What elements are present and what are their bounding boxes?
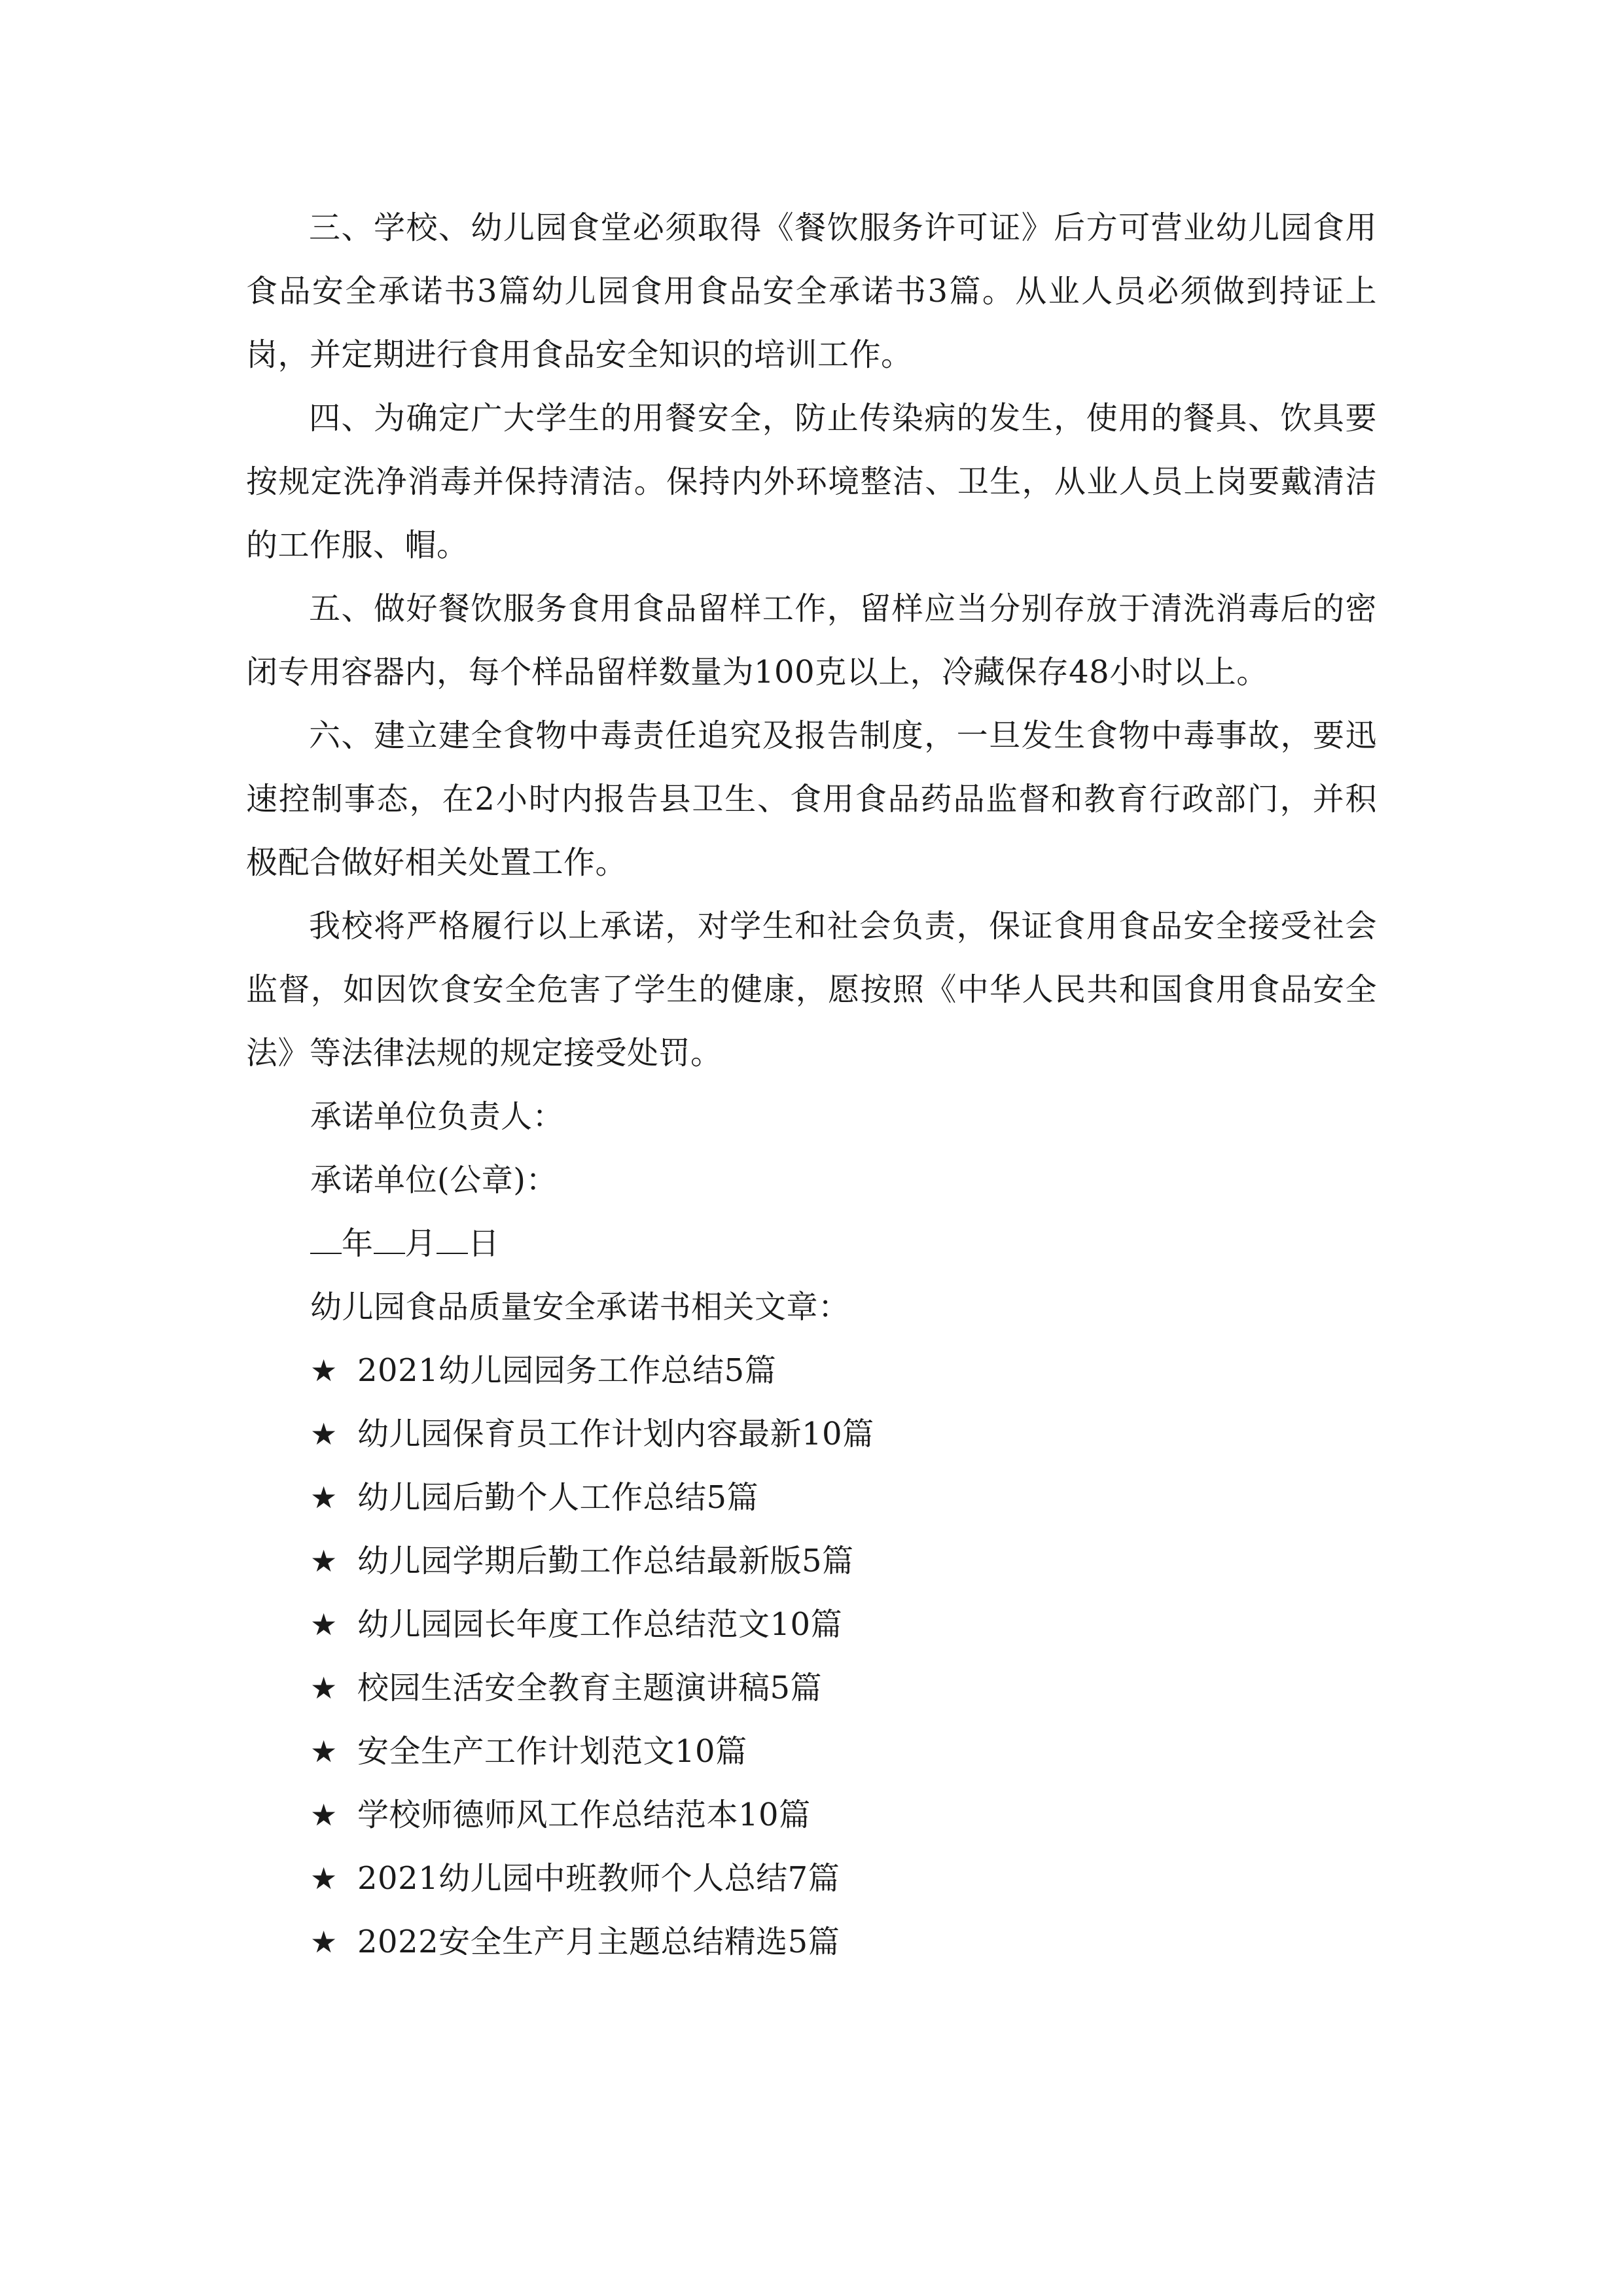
related-article-link[interactable] — [246, 1530, 1377, 1593]
related-article-link[interactable] — [246, 1466, 1377, 1530]
month-blank — [374, 1227, 405, 1254]
related-article-link[interactable] — [246, 1339, 1377, 1403]
related-article-title: 2021幼儿园中班教师个人总结7篇 — [357, 1860, 840, 1897]
related-article-title: 2022安全生产月主题总结精选5篇 — [357, 1924, 840, 1960]
star-icon: ★ — [310, 1353, 338, 1388]
day-label: 日 — [468, 1225, 500, 1262]
paragraph-3: 三、学校、幼儿园食堂必须取得《餐饮服务许可证》后方可营业幼儿园食用食品安全承诺书3篇幼儿园食用食品安全承诺书3篇。从业人员必须做到持证上岗，并定期进行食用食品安全知识的培训工作。 — [246, 209, 1377, 373]
related-articles-list — [246, 1339, 1377, 1974]
date-line — [246, 1212, 1377, 1276]
related-article-link[interactable] — [246, 1657, 1377, 1720]
related-article-title: 幼儿园学期后勤工作总结最新版5篇 — [357, 1543, 854, 1579]
year-label: 年 — [342, 1225, 374, 1262]
paragraph-commitment: 我校将严格履行以上承诺，对学生和社会负责，保证食用食品安全接受社会监督，如因饮食安全危害了学生的健康，愿按照《中华人民共和国食用食品安全法》等法律法规的规定接受处罚。 — [246, 908, 1377, 1071]
year-blank — [310, 1227, 342, 1254]
related-article-link[interactable] — [246, 1847, 1377, 1910]
document-page — [246, 196, 1377, 1974]
related-article-link[interactable] — [246, 1593, 1377, 1657]
star-icon: ★ — [310, 1861, 338, 1896]
star-icon: ★ — [310, 1543, 338, 1579]
star-icon: ★ — [310, 1416, 338, 1452]
paragraph-4: 四、为确定广大学生的用餐安全，防止传染病的发生，使用的餐具、饮具要按规定洗净消毒并保持清洁。保持内外环境整洁、卫生，从业人员上岗要戴清洁的工作服、帽。 — [246, 400, 1377, 564]
related-article-link[interactable] — [246, 1784, 1377, 1847]
day-blank — [437, 1227, 468, 1254]
related-article-title: 2021幼儿园园务工作总结5篇 — [357, 1352, 777, 1389]
related-article-title: 幼儿园园长年度工作总结范文10篇 — [357, 1606, 843, 1643]
related-article-link[interactable] — [246, 1720, 1377, 1784]
paragraph-6: 六、建立建全食物中毒责任追究及报告制度，一旦发生食物中毒事故，要迅速控制事态，在2小时内报告县卫生、食用食品药品监督和教育行政部门，并积极配合做好相关处置工作。 — [246, 717, 1377, 881]
related-article-link[interactable] — [246, 1403, 1377, 1466]
related-articles-heading: 幼儿园食品质量安全承诺书相关文章： — [310, 1289, 850, 1325]
unit-seal-label: 承诺单位(公章)： — [310, 1162, 558, 1198]
star-icon: ★ — [310, 1670, 338, 1706]
star-icon: ★ — [310, 1797, 338, 1833]
related-article-title: 幼儿园保育员工作计划内容最新10篇 — [357, 1416, 874, 1452]
related-article-title: 幼儿园后勤个人工作总结5篇 — [357, 1479, 759, 1516]
related-article-title: 校园生活安全教育主题演讲稿5篇 — [357, 1670, 823, 1706]
month-label: 月 — [404, 1225, 437, 1262]
related-article-title: 安全生产工作计划范文10篇 — [357, 1733, 747, 1770]
related-article-link[interactable] — [246, 1910, 1377, 1974]
star-icon: ★ — [310, 1924, 338, 1960]
responsible-person-label: 承诺单位负责人： — [310, 1098, 565, 1135]
star-icon: ★ — [310, 1734, 338, 1769]
paragraph-5: 五、做好餐饮服务食用食品留样工作，留样应当分别存放于清洗消毒后的密闭专用容器内，每个样品留样数量为100克以上，冷藏保存48小时以上。 — [246, 590, 1377, 691]
star-icon: ★ — [310, 1480, 338, 1515]
star-icon: ★ — [310, 1607, 338, 1642]
related-article-title: 学校师德师风工作总结范本10篇 — [357, 1797, 811, 1833]
